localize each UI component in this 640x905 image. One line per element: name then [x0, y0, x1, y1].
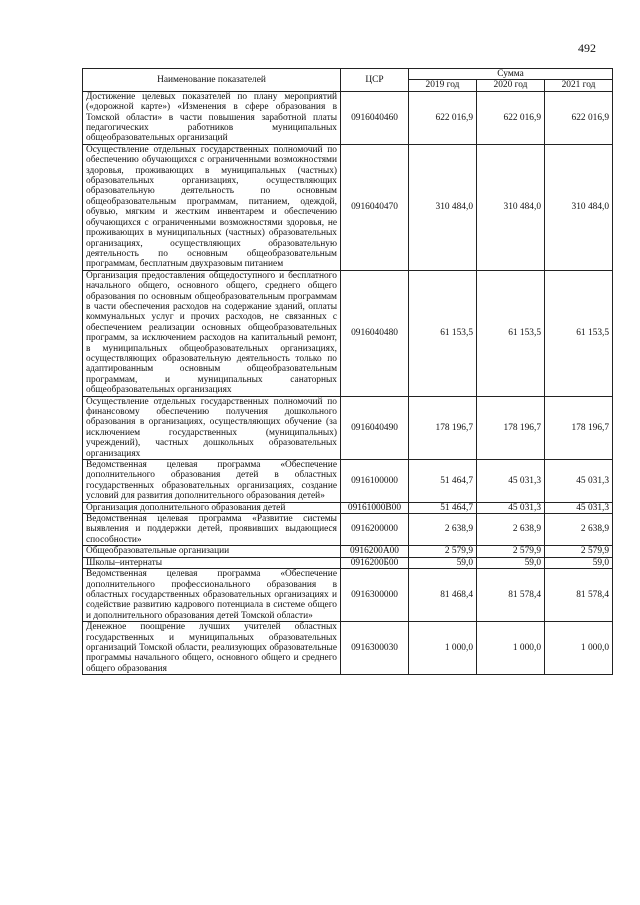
row-code: 0916040480 [341, 270, 409, 396]
row-value-2021: 622 016,9 [545, 91, 613, 144]
row-value-2020: 59,0 [477, 557, 545, 568]
row-value-2021: 59,0 [545, 557, 613, 568]
row-name: Ведомственная целевая программа «Развитие системы выявления и поддержки детей, проявивших выдающиеся способности» [83, 514, 341, 546]
row-code: 0916100000 [341, 460, 409, 503]
row-code: 09161000В00 [341, 502, 409, 513]
row-name: Денежное поощрение лучших учителей областных государственных и муниципальных образовательных организаций Томской области, реализующих образовательные программы начального общего, основного общего и среднего общего образования [83, 622, 341, 675]
row-value-2020: 2 638,9 [477, 514, 545, 546]
table-row [83, 144, 613, 270]
row-value-2019: 2 579,9 [409, 546, 477, 557]
row-value-2021: 81 578,4 [545, 569, 613, 622]
table-row [83, 502, 613, 513]
row-value-2019: 59,0 [409, 557, 477, 568]
row-value-2021: 61 153,5 [545, 270, 613, 396]
row-value-2020: 1 000,0 [477, 622, 545, 675]
row-value-2020: 622 016,9 [477, 91, 545, 144]
row-value-2020: 45 031,3 [477, 460, 545, 503]
row-name: Организация предоставления общедоступного и бесплатного начального общего, основного общего, среднего общего образования по основным общеобразовательным программам в части обеспечения расходов на содержание зданий, оплаты коммунальных услуг и прочих расходов, не связанных с обеспечением реализации основных общеобразовательных программ, за исключением расходов на капитальный ремонт, в муниципальных общеобразовательных организациях, осуществляющих образовательную деятельность только по адаптированным основным общеобразовательным программам, и муниципальных санаторных общеобразовательных организациях [83, 270, 341, 396]
row-value-2019: 51 464,7 [409, 460, 477, 503]
row-name: Осуществление отдельных государственных полномочий по финансовому обеспечению получения дошкольного образования в организациях, осуществляющих обучение (за исключением государственных (муниципальных) учреждений), частных дошкольных образовательных организациях [83, 396, 341, 459]
row-value-2020: 178 196,7 [477, 396, 545, 459]
header-year-2020: 2020 год [477, 80, 545, 91]
row-code: 0916200000 [341, 514, 409, 546]
header-year-2019: 2019 год [409, 80, 477, 91]
row-value-2021: 45 031,3 [545, 502, 613, 513]
row-name: Школы–интернаты [83, 557, 341, 568]
row-value-2020: 2 579,9 [477, 546, 545, 557]
header-sum: Сумма [409, 69, 613, 80]
row-value-2020: 81 578,4 [477, 569, 545, 622]
header-name: Наименование показателей [83, 69, 341, 92]
row-value-2020: 310 484,0 [477, 144, 545, 270]
row-value-2020: 45 031,3 [477, 502, 545, 513]
header-year-2021: 2021 год [545, 80, 613, 91]
row-code: 0916040490 [341, 396, 409, 459]
row-value-2021: 1 000,0 [545, 622, 613, 675]
row-code: 0916300030 [341, 622, 409, 675]
row-value-2020: 61 153,5 [477, 270, 545, 396]
row-code: 0916200А00 [341, 546, 409, 557]
table-row [83, 396, 613, 459]
row-value-2021: 178 196,7 [545, 396, 613, 459]
row-code: 0916040470 [341, 144, 409, 270]
row-name: Ведомственная целевая программа «Обеспечение дополнительного образования детей в областных государственных образовательных организациях, создание условий для развития дополнительного образования детей» [83, 460, 341, 503]
row-value-2019: 622 016,9 [409, 91, 477, 144]
header-code: ЦСР [341, 69, 409, 92]
row-value-2019: 81 468,4 [409, 569, 477, 622]
row-value-2021: 310 484,0 [545, 144, 613, 270]
row-name: Общеобразовательные организации [83, 546, 341, 557]
row-code: 0916040460 [341, 91, 409, 144]
row-value-2019: 1 000,0 [409, 622, 477, 675]
row-value-2019: 310 484,0 [409, 144, 477, 270]
table-body [83, 91, 613, 674]
row-value-2019: 2 638,9 [409, 514, 477, 546]
row-value-2019: 178 196,7 [409, 396, 477, 459]
row-value-2021: 2 579,9 [545, 546, 613, 557]
table-row [83, 91, 613, 144]
row-name: Осуществление отдельных государственных полномочий по обеспечению обучающихся с ограниченными возможностями здоровья, проживающих в муниципальных (частных) образовательных организациях, осуществляющих образовательную деятельность по основным общеобразовательным программам, питанием, одеждой, обувью, мягким и жестким инвентарем и обеспечению обучающихся с ограниченными возможностями здоровья, не проживающих в муниципальных (частных) образовательных организациях, осуществляющих образовательную деятельность по основным общеобразовательным программам, бесплатным двухразовым питанием [83, 144, 341, 270]
row-value-2021: 2 638,9 [545, 514, 613, 546]
row-name: Достижение целевых показателей по плану мероприятий («дорожной карте») «Изменения в сфере образования в Томской области» в части повышения заработной платы педагогических работников муниципальных общеобразовательных организаций [83, 91, 341, 144]
table-row [83, 622, 613, 675]
table-row [83, 270, 613, 396]
row-name: Организация дополнительного образования детей [83, 502, 341, 513]
table-header [83, 69, 613, 92]
table-row [83, 460, 613, 503]
page-number: 492 [578, 41, 596, 55]
row-code: 0916200Б00 [341, 557, 409, 568]
row-value-2019: 61 153,5 [409, 270, 477, 396]
budget-table [82, 68, 613, 675]
table-row [83, 514, 613, 546]
table-row [83, 569, 613, 622]
table-row [83, 546, 613, 557]
table-row [83, 557, 613, 568]
row-code: 0916300000 [341, 569, 409, 622]
row-value-2021: 45 031,3 [545, 460, 613, 503]
row-value-2019: 51 464,7 [409, 502, 477, 513]
row-name: Ведомственная целевая программа «Обеспечение дополнительного профессионального образования в областных государственных образовательных организациях и содействие развитию кадрового потенциала в системе общего и дополнительного образования детей Томской области» [83, 569, 341, 622]
